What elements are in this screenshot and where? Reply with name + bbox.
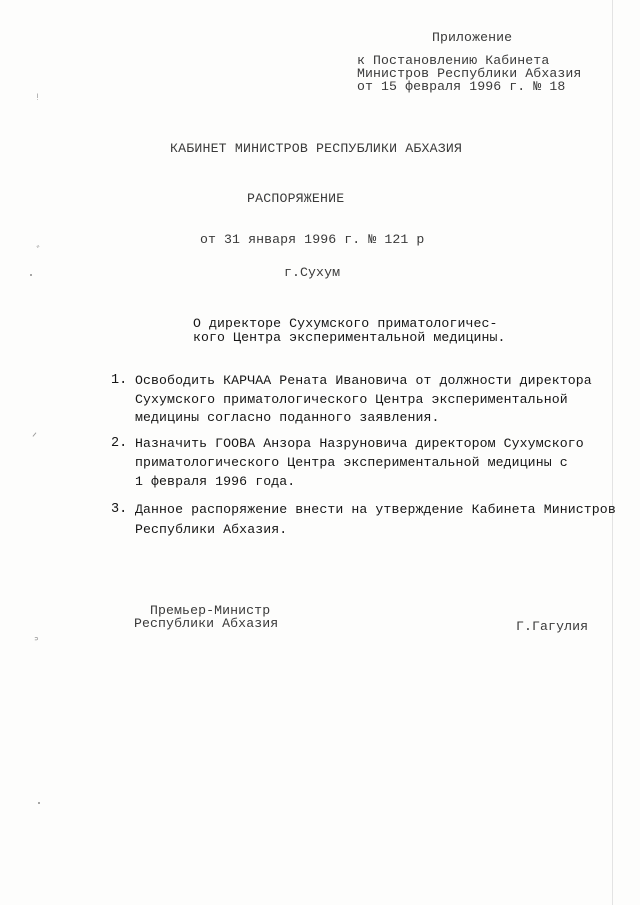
page-edge-shadow: [612, 0, 613, 905]
signatory-title-line-1: Премьер-Министр: [150, 603, 271, 618]
item-number-2: 2.: [111, 436, 128, 451]
item-1-line-2: Сухумского приматологического Центра экспериментальной: [135, 392, 568, 407]
signatory-name: Г.Гагулия: [516, 619, 589, 634]
margin-scan-mark: ﾞ: [36, 245, 43, 259]
organization-title: КАБИНЕТ МИНИСТРОВ РЕСПУБЛИКИ АБХАЗИЯ: [170, 141, 463, 156]
subject-line-2: кого Центра экспериментальной медицины.: [193, 330, 506, 345]
document-place: г.Сухум: [284, 265, 341, 280]
document-date-number: от 31 января 1996 г. № 121 р: [200, 232, 425, 247]
margin-scan-mark: ᐟ: [32, 431, 38, 445]
appendix-line-3: Министров Республики Абхазия: [357, 66, 582, 81]
item-2-line-3: 1 февраля 1996 года.: [135, 474, 296, 489]
item-1-line-1: Освободить КАРЧАА Рената Ивановича от должности директора: [135, 373, 592, 388]
margin-scan-mark: ᵎ: [34, 91, 42, 105]
item-number-3: 3.: [111, 502, 128, 517]
item-1-line-3: медицины согласно поданного заявления.: [135, 410, 440, 425]
item-3-line-2: Республики Абхазия.: [135, 522, 288, 537]
document-type-title: РАСПОРЯЖЕНИЕ: [247, 191, 345, 206]
margin-speck: [38, 802, 40, 804]
subject-line-1: О директоре Сухумского приматологичес-: [193, 316, 498, 331]
appendix-line-4: от 15 февраля 1996 г. № 18: [357, 79, 566, 94]
margin-scan-mark: ᐣ: [34, 635, 39, 649]
item-3-line-1: Данное распоряжение внести на утверждение Кабинета Министров: [135, 502, 616, 517]
signatory-title-line-2: Республики Абхазия: [134, 616, 279, 631]
appendix-line-2: к Постановлению Кабинета: [357, 53, 550, 68]
item-2-line-1: Назначить ГООВА Анзора Назруновича директором Сухумского: [135, 436, 584, 451]
item-number-1: 1.: [111, 373, 128, 388]
margin-speck: [30, 274, 32, 276]
appendix-line-1: Приложение: [432, 30, 513, 45]
item-2-line-2: приматологического Центра экспериментальной медицины с: [135, 455, 568, 470]
